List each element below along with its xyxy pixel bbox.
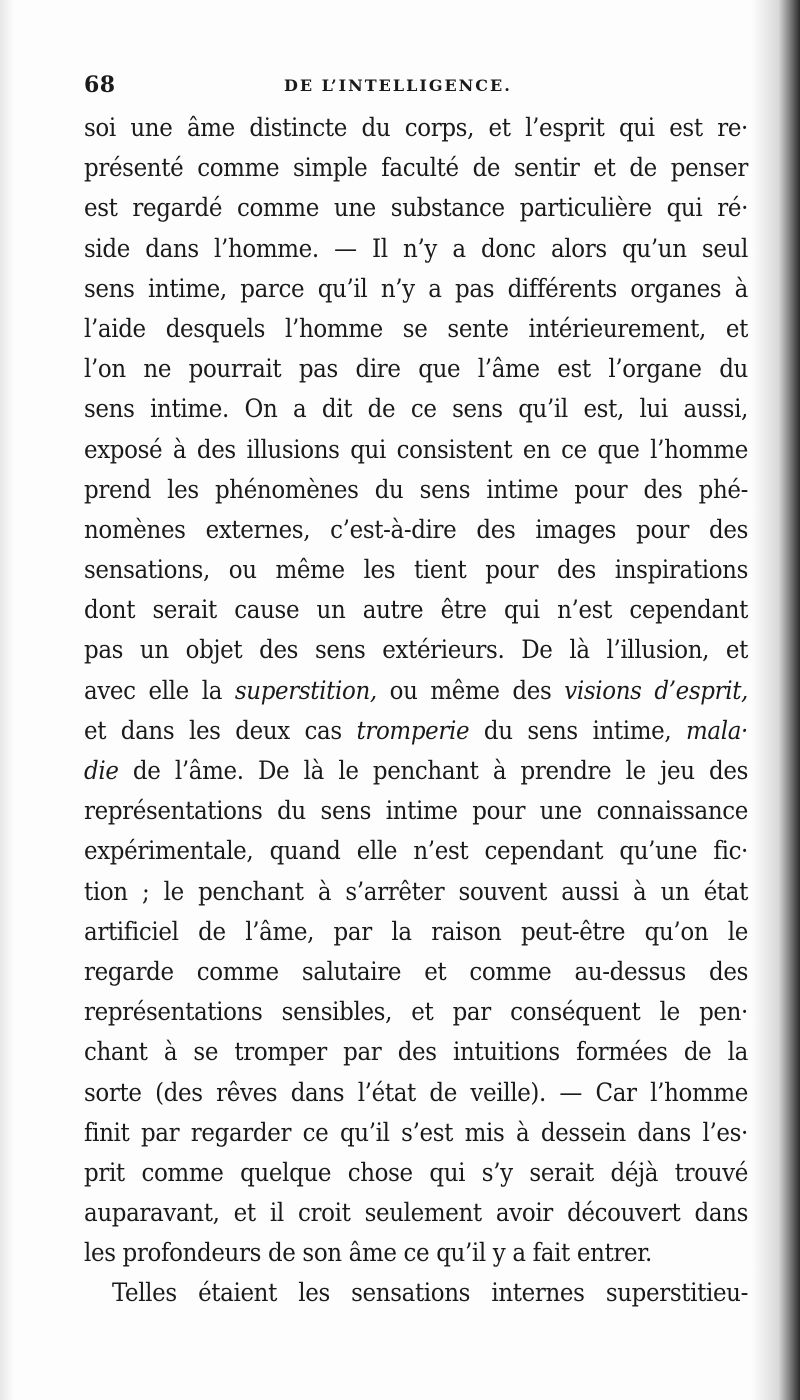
text-line: présenté comme simple faculté de sentir et de penser: [84, 153, 748, 184]
text-line: artificiel de l’âme, par la raison peut-être qu’on le: [84, 916, 748, 947]
text-line: soi une âme distincte du corps, et l’esprit qui est re·: [84, 113, 748, 143]
text-line: et dans les deux cas tromperie du sens intime, mala·: [84, 715, 748, 746]
text-line: sorte (des rêves dans l’état de veille). — Car l’homme: [84, 1077, 748, 1108]
text-line: nomènes externes, c’est-à-dire des images pour des: [84, 514, 748, 545]
page-gutter-shadow: [752, 0, 800, 1400]
text-line: expérimentale, quand elle n’est cependant qu’une fic·: [84, 836, 748, 867]
italic-term: superstition,: [234, 675, 377, 706]
text-line: exposé à des illusions qui consistent en ce que l’homme: [84, 434, 748, 465]
text-line: avec elle la superstition, ou même des visions d’esprit,: [84, 675, 748, 706]
text-line: chant à se tromper par des intuitions formées de la: [84, 1037, 748, 1068]
text-line: tion ; le penchant à s’arrêter souvent aussi à un état: [84, 876, 748, 907]
text-line: les profondeurs de son âme ce qu’il y a fait entrer.: [84, 1238, 652, 1269]
text-line: l’aide desquels l’homme se sente intérieurement, et: [84, 313, 748, 344]
text-line: l’on ne pourrait pas dire que l’âme est l’organe du: [84, 354, 748, 385]
text-line: sens intime, parce qu’il n’y a pas différents organes à: [84, 273, 748, 304]
italic-term: tromperie: [356, 715, 470, 746]
text-line: sensations, ou même les tient pour des inspirations: [84, 555, 748, 586]
body-text: [84, 108, 748, 1314]
italic-term: visions d’esprit,: [564, 675, 748, 706]
page-number: 68: [84, 72, 116, 98]
italic-term: mala·: [686, 715, 748, 746]
running-head: DE L’INTELLIGENCE.: [284, 76, 512, 95]
text-line: finit par regarder ce qu’il s’est mis à dessein dans l’es·: [84, 1117, 748, 1148]
page-header: [84, 72, 748, 102]
text-line: auparavant, et il croit seulement avoir découvert dans: [84, 1198, 748, 1229]
page-left-shadow: [0, 0, 14, 1400]
text-line: est regardé comme une substance particulière qui ré·: [84, 193, 748, 224]
text-line: pas un objet des sens extérieurs. De là l’illusion, et: [84, 635, 748, 666]
text-line: die de l’âme. De là le penchant à prendre le jeu des: [84, 756, 748, 786]
italic-term: die: [84, 756, 119, 786]
text-line: side dans l’homme. — Il n’y a donc alors qu’un seul: [84, 233, 748, 264]
text-line: dont serait cause un autre être qui n’est cependant: [84, 595, 748, 626]
text-line: regarde comme salutaire et comme au-dessus des: [84, 956, 748, 987]
text-line: sens intime. On a dit de ce sens qu’il est, lui aussi,: [84, 394, 748, 425]
text-line-paragraph-start: Telles étaient les sensations internes superstitieu-: [112, 1278, 748, 1309]
text-line: représentations sensibles, et par conséquent le pen·: [84, 997, 748, 1028]
text-line: représentations du sens intime pour une connaissance: [84, 796, 748, 827]
text-line: prit comme quelque chose qui s’y serait déjà trouvé: [84, 1157, 748, 1188]
text-line: prend les phénomènes du sens intime pour des phé-: [84, 474, 748, 505]
